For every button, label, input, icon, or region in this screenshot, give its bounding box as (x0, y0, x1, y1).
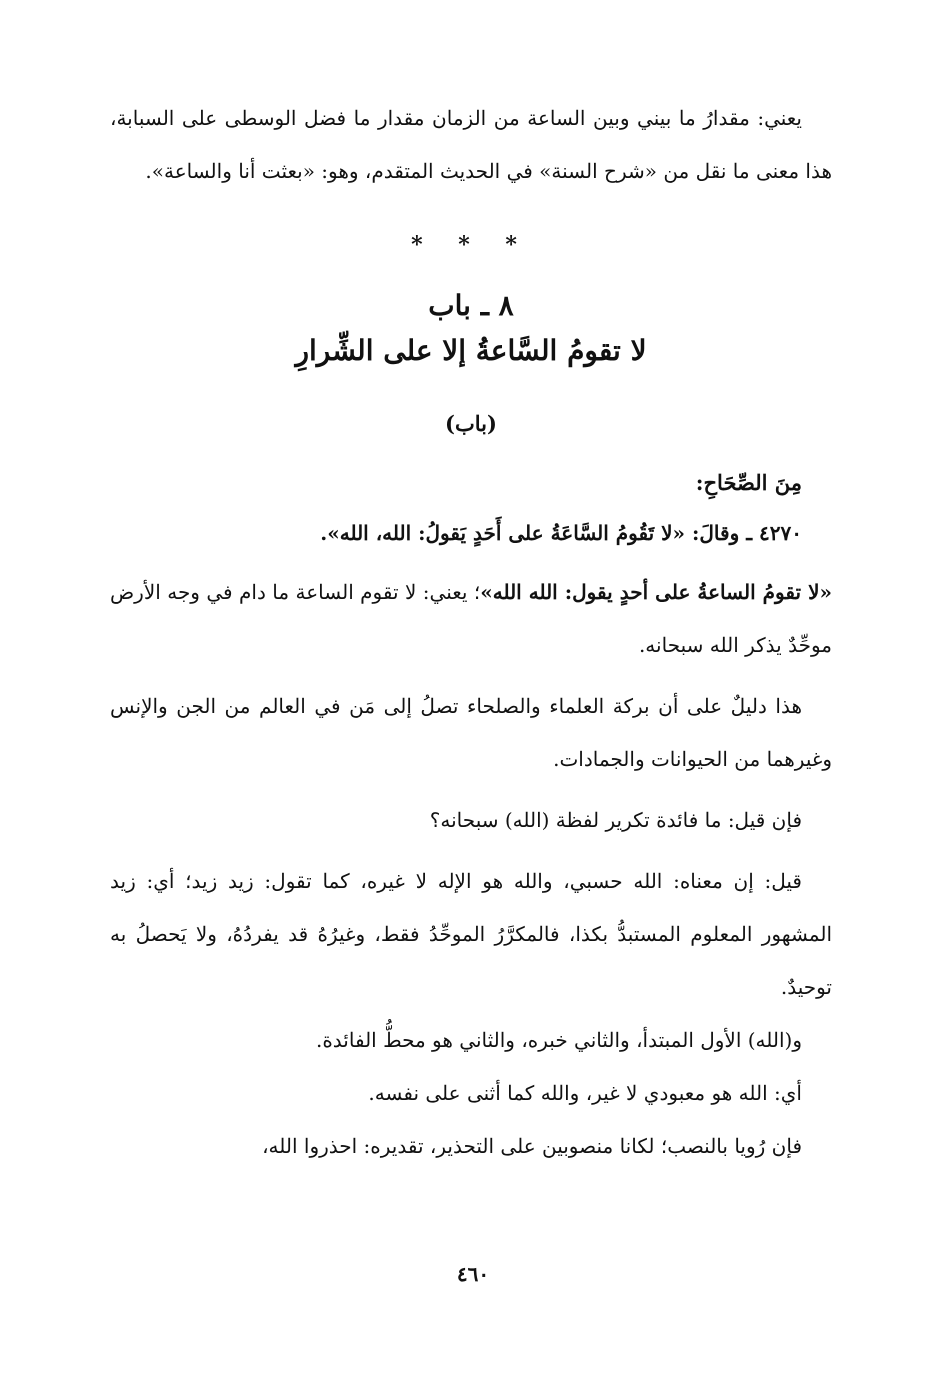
chapter-number: ٨ ـ باب (428, 289, 514, 322)
paragraph-intro: يعني: مقدارُ ما بيني وبين الساعة من الزمان مقدار ما فضل الوسطى على السبابة، هذا معنى ما نقل من «شرح السنة» في الحديث المتقدم، وهو: «بعثت أنا والساعة». (110, 106, 832, 183)
quoted-hadith: «لا تقومُ الساعةُ على أحدٍ يقول: الله الله» (480, 580, 832, 604)
page-number: ٤٦٠ (456, 1262, 490, 1286)
page-body (110, 92, 832, 1173)
paragraph-explanation (110, 566, 832, 672)
bab-heading: (باب) (445, 411, 497, 436)
section-separator: * * * (411, 232, 531, 258)
paragraph-meaning: أي: الله هو معبودي لا غير، والله كما أثنى على نفسه. (368, 1081, 802, 1105)
paragraph-answer: قيل: إن معناه: الله حسبي، والله هو الإله لا غيره، كما تقول: زيد زيد؛ أي: زيد المشهور المعلوم المستبدُّ بكذا، فالمكرَّرُ الموحِّدُ فقط، وغيرُهُ قد يفردُهُ، ولا يَحصلُ به توحيدٌ. (110, 869, 832, 999)
paragraph-accusative: فإن رُويا بالنصب؛ لكانا منصوبين على التحذير، تقديره: احذروا الله، (262, 1134, 802, 1158)
paragraph-question: فإن قيل: ما فائدة تكرير لفظة (الله) سبحانه؟ (429, 808, 802, 832)
paragraph-grammar: و(الله) الأول المبتدأ، والثاني خبره، والثاني هو محطُّ الفائدة. (315, 1028, 802, 1052)
section-label: مِنَ الصِّحَاحِ: (695, 470, 802, 495)
chapter-title: لا تقومُ السَّاعةُ إلا على الشِّرارِ (295, 334, 647, 367)
hadith-text: ٤٢٧٠ ـ وقالَ: «لا تَقُومُ السَّاعَةُ على أَحَدٍ يَقولُ: الله، الله». (320, 521, 802, 545)
paragraph-blessing: هذا دليلٌ على أن بركة العلماء والصلحاء تصلُ إلى مَن في العالم من الجن والإنس وغيرهما من الحيوانات والجمادات. (110, 694, 832, 771)
explanation-text: ؛ يعني: لا تقوم الساعة ما دام في وجه الأرض موحِّدٌ يذكر الله سبحانه. (110, 580, 832, 657)
